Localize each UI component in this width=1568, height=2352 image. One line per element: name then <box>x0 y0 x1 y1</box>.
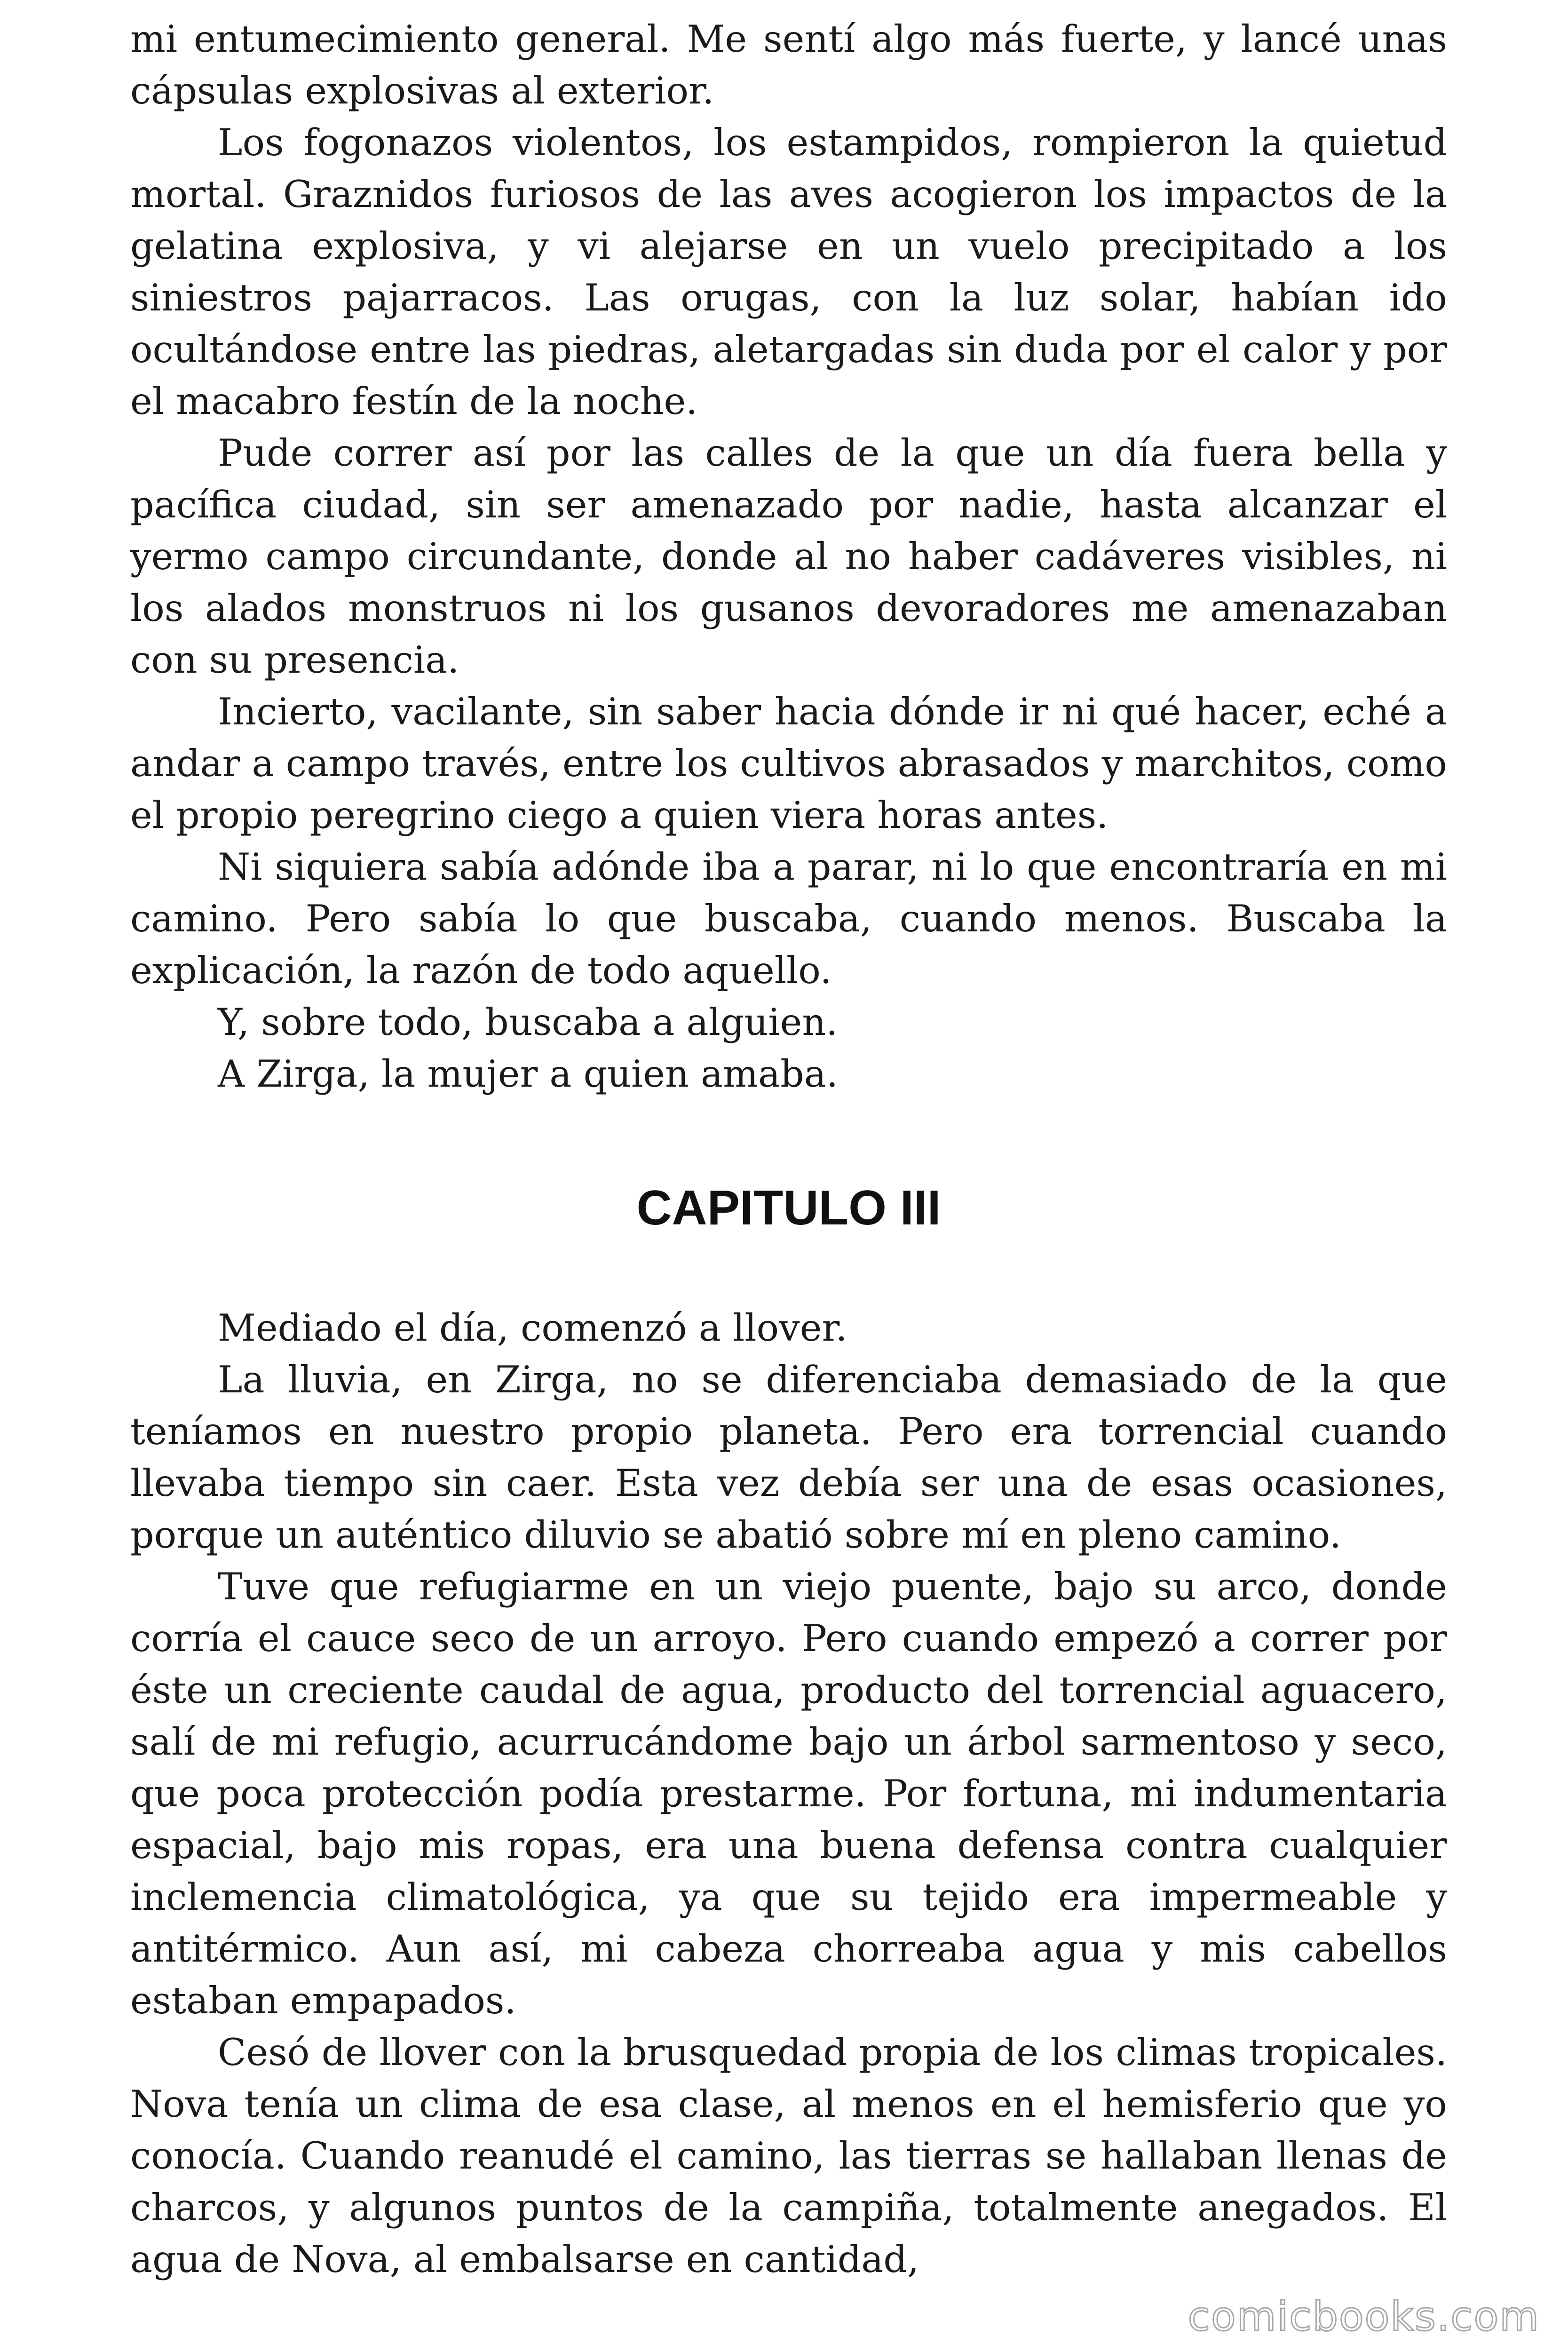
paragraph: Los fogonazos violentos, los estampidos, rompieron la quietud mortal. Graznidos furiosos de las aves acogieron los impactos de la gelatina explosiva, y vi alejarse en un vuelo precipitado a los siniestros pajarracos. Las orugas, con la luz solar, habían ido ocultándose entre las piedras, aletargadas sin duda por el calor y por el macabro festín de la noche. <box>130 121 1447 423</box>
chapter-title: CAPITULO III <box>636 1181 941 1235</box>
paragraph: Ni siquiera sabía adónde iba a parar, ni lo que encontraría en mi camino. Pero sabía lo que buscaba, cuando menos. Buscaba la explicación, la razón de todo aquello. <box>130 845 1447 992</box>
paragraph: Mediado el día, comenzó a llover. <box>218 1306 847 1350</box>
paragraph: mi entumecimiento general. Me sentí algo más fuerte, y lancé unas cápsulas explosivas al exterior. <box>130 17 1447 112</box>
paragraph: Incierto, vacilante, sin saber hacia dónde ir ni qué hacer, eché a andar a campo través, entre los cultivos abrasados y marchitos, como el propio peregrino ciego a quien viera horas antes. <box>130 690 1447 837</box>
watermark: comicbooks.com <box>1188 2293 1540 2340</box>
paragraph: Tuve que refugiarme en un viejo puente, bajo su arco, donde corría el cauce seco de un arroyo. Pero cuando empezó a correr por éste un creciente caudal de agua, producto del torrencial aguacero, salí de mi refugio, acurrucándome bajo un árbol sarmentoso y seco, que poca protección podía prestarme. Por fortuna, mi indumentaria espacial, bajo mis ropas, era una buena defensa contra cualquier inclemencia climatológica, ya que su tejido era impermeable y antitérmico. Aun así, mi cabeza chorreaba agua y mis cabellos estaban empapados. <box>130 1565 1447 2022</box>
paragraph: A Zirga, la mujer a quien amaba. <box>218 1052 838 1096</box>
book-page <box>130 13 1447 2285</box>
paragraph: Cesó de llover con la brusquedad propia de los climas tropicales. Nova tenía un clima de esa clase, al menos en el hemisferio que yo conocía. Cuando reanudé el camino, las tierras se hallaban llenas de charcos, y algunos puntos de la campiña, totalmente anegados. El agua de Nova, al embalsarse en cantidad, <box>130 2031 1447 2281</box>
paragraph: Pude correr así por las calles de la que un día fuera bella y pacífica ciudad, sin ser amenazado por nadie, hasta alcanzar el yermo campo circundante, donde al no haber cadáveres visibles, ni los alados monstruos ni los gusanos devoradores me amenazaban con su presencia. <box>130 431 1447 682</box>
paragraph: La lluvia, en Zirga, no se diferenciaba demasiado de la que teníamos en nuestro propio planeta. Pero era torrencial cuando llevaba tiempo sin caer. Esta vez debía ser una de esas ocasiones, porque un auténtico diluvio se abatió sobre mí en pleno camino. <box>130 1358 1447 1557</box>
paragraph: Y, sobre todo, buscaba a alguien. <box>218 1001 838 1044</box>
